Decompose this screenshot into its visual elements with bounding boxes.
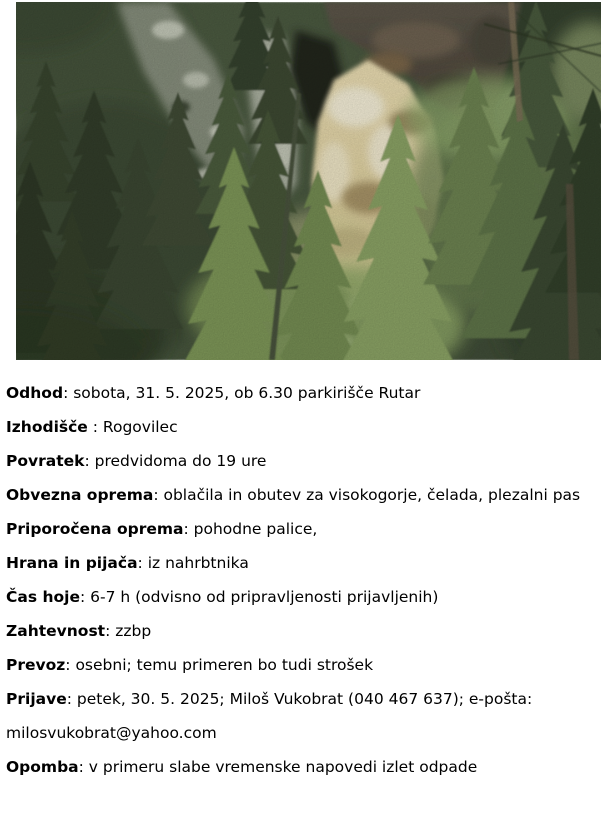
detail-text: : zzbp xyxy=(105,622,152,640)
detail-row-izhodisce xyxy=(6,410,609,444)
detail-row-prevoz xyxy=(6,648,609,682)
detail-text: : petek, 30. 5. 2025; Miloš Vukobrat (040 467 637); e-pošta: milosvukobrat@yahoo.com xyxy=(6,690,533,742)
detail-label: Zahtevnost xyxy=(6,622,106,640)
detail-text: : v primeru slabe vremenske napovedi izlet odpade xyxy=(78,758,478,776)
detail-label: Povratek xyxy=(6,452,85,470)
detail-label: Hrana in pijača xyxy=(6,554,138,572)
detail-row-odhod xyxy=(6,376,609,410)
detail-label: Opomba xyxy=(6,758,79,776)
detail-row-povratek xyxy=(6,444,609,478)
detail-row-prijave xyxy=(6,682,609,750)
detail-label: Odhod xyxy=(6,384,64,402)
detail-text: : pohodne palice, xyxy=(183,520,318,538)
detail-label: Obvezna oprema xyxy=(6,486,154,504)
detail-text: : Rogovilec xyxy=(87,418,178,436)
detail-text: : iz nahrbtnika xyxy=(137,554,249,572)
detail-label: Izhodišče xyxy=(6,418,88,436)
detail-row-obvezna-oprema xyxy=(6,478,609,512)
detail-row-hrana-in-pijaca xyxy=(6,546,609,580)
detail-label: Čas hoje xyxy=(6,588,80,606)
detail-row-zahtevnost xyxy=(6,614,609,648)
trip-photo xyxy=(16,2,601,360)
detail-row-opomba xyxy=(6,750,609,784)
detail-text: : osebni; temu primeren bo tudi strošek xyxy=(65,656,374,674)
detail-label: Priporočena oprema xyxy=(6,520,184,538)
detail-row-priporocena-oprema xyxy=(6,512,609,546)
detail-text: : sobota, 31. 5. 2025, ob 6.30 parkirišče Rutar xyxy=(63,384,421,402)
detail-text: : oblačila in obutev za visokogorje, čelada, plezalni pas xyxy=(153,486,581,504)
detail-label: Prevoz xyxy=(6,656,66,674)
detail-row-cas-hoje xyxy=(6,580,609,614)
trip-photo-illustration xyxy=(16,2,601,360)
detail-text: : predvidoma do 19 ure xyxy=(84,452,267,470)
detail-label: Prijave xyxy=(6,690,67,708)
detail-text: : 6-7 h (odvisno od pripravljenosti prijavljenih) xyxy=(79,588,439,606)
trip-details xyxy=(6,376,609,784)
